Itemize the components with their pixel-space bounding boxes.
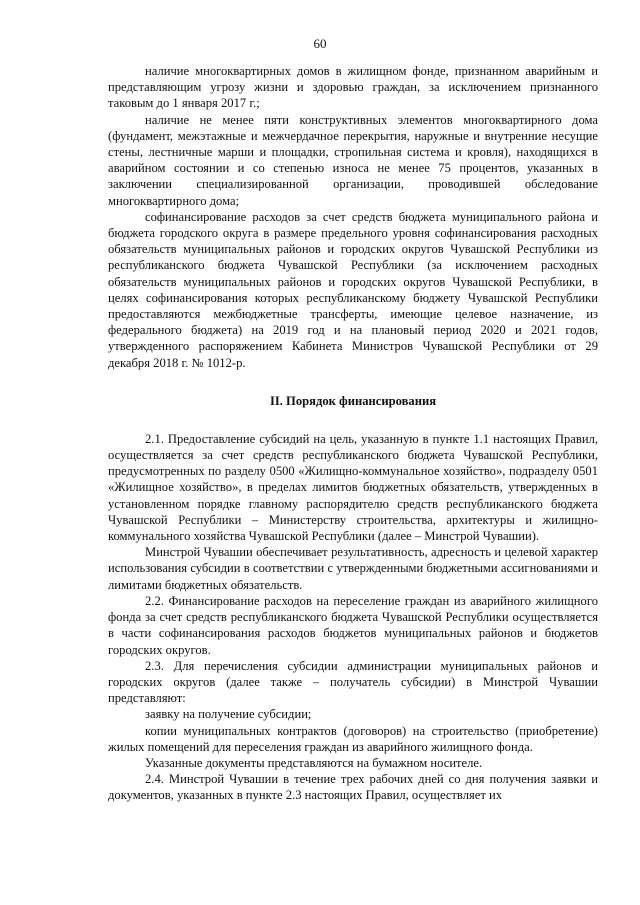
paragraph: наличие не менее пяти конструктивных элементов многоквартирного дома (фундамент, межэтажные и межчердачное перекрытия, наружные и внутренние несущие стены, лестничные марши и площадки, стропильная система и кровля), находящихся в аварийном состоянии и со степенью износа не менее 75 процентов, указанных в заключении специализированной организации, проводившей обследование многоквартирного дома; (108, 112, 598, 208)
paragraph: 2.3. Для перечисления субсидии администрации муниципальных районов и городских округов (далее также – получатель субсидии) в Минстрой Чувашии представляют: (108, 658, 598, 706)
paragraph: Указанные документы представляются на бумажном носителе. (145, 755, 483, 770)
section-heading: II. Порядок финансирования (269, 393, 437, 408)
paragraph: софинансирование расходов за счет средств бюджета муниципального района и бюджета городского округа в размере предельного уровня софинансирования расходных обязательств муниципальных районов и городских округов Чувашской Республики из республиканского бюджета Чувашской Республики (за исключением расходных обязательств муниципальных районов и городских округов Чувашской Республики, в целях софинансирования которых республиканскому бюджету Чувашской Республики предоставляются межбюджетные трансферты, имеющие целевое назначение, из федерального бюджета) на 2019 год и на плановый период 2020 и 2021 годов, утвержденного распоряжением Кабинета Министров Чувашской Республики от 29 декабря 2018 г. № 1012-р. (108, 209, 598, 370)
paragraph: 2.2. Финансирование расходов на переселение граждан из аварийного жилищного фонда за счет средств республиканского бюджета Чувашской Республики осуществляется в части софинансирования расходов бюджетов муниципальных районов и бюджетов городских округов. (108, 593, 598, 657)
paragraph: Минстрой Чувашии обеспечивает результативность, адресность и целевой характер использования субсидии в соответствии с утвержденными бюджетными ассигнованиями и лимитами бюджетных обязательств. (108, 545, 598, 592)
paragraph: копии муниципальных контрактов (договоров) на строительство (приобретение) жилых помещений для переселения граждан из аварийного жилищного фонда. (108, 723, 598, 754)
document-body (108, 63, 598, 804)
paragraph: 2.1. Предоставление субсидий на цель, указанную в пункте 1.1 настоящих Правил, осуществляется за счет средств республиканского бюджета Чувашской Республики, предусмотренных по разделу 0500 «Жилищно-коммунальное хозяйство», подразделу 0501 «Жилищное хозяйство», в пределах лимитов бюджетных обязательств, утвержденных в установленном порядке главному распорядителю средств республиканского бюджета Чувашской Республики – Министерству строительства, архитектуры и жилищно-коммунального хозяйства Чувашской Республики (далее – Минстрой Чувашии). (108, 431, 598, 544)
paragraph: заявку на получение субсидии; (145, 707, 312, 722)
page-number: 60 (313, 36, 327, 51)
paragraph: 2.4. Минстрой Чувашии в течение трех рабочих дней со дня получения заявки и документов, указанных в пункте 2.3 настоящих Правил, осуществляет их (108, 772, 598, 803)
paragraph: наличие многоквартирных домов в жилищном фонде, признанном аварийным и представляющим угрозу жизни и здоровью граждан, за исключением признанного таковым до 1 января 2017 г.; (108, 64, 598, 111)
